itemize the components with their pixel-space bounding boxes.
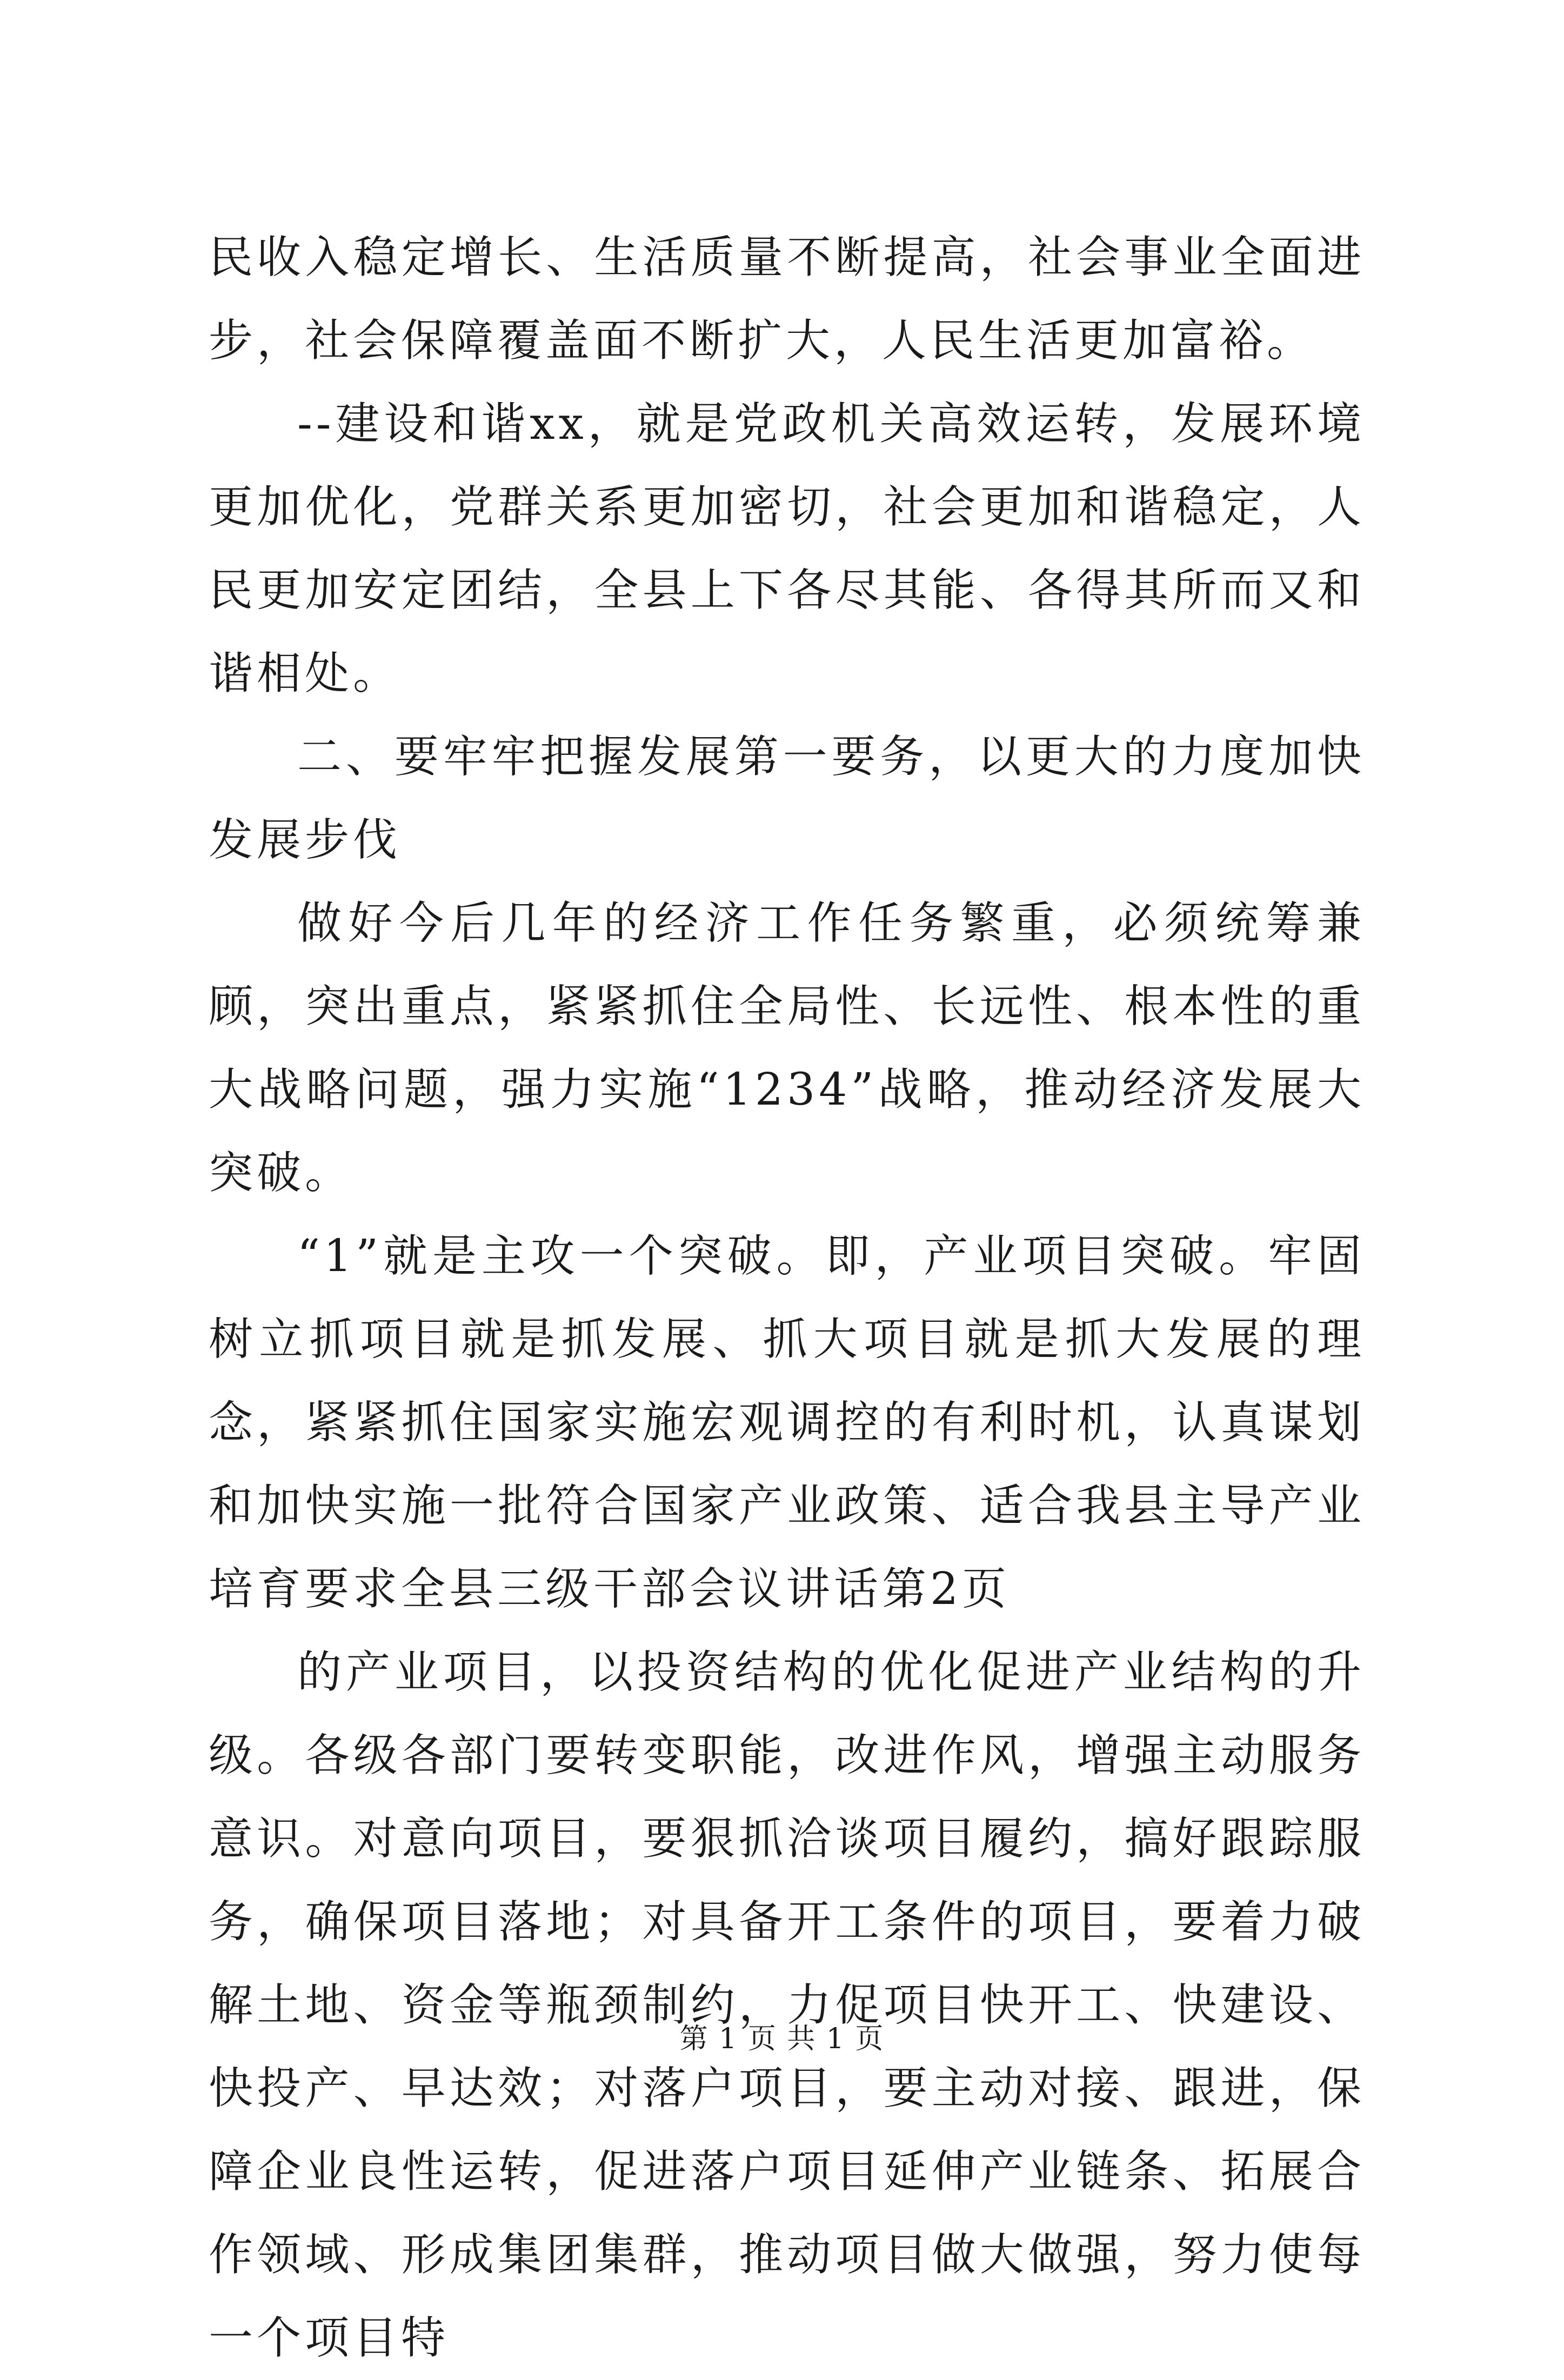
paragraph-2: --建设和谐xx，就是党政机关高效运转，发展环境更加优化，党群关系更加密切，社会更加和谐稳定，人民更加安定团结，全县上下各尽其能、各得其所而又和谐相处。 xyxy=(209,398,1365,699)
paragraph-5: 的产业项目，以投资结构的优化促进产业结构的升级。各级各部门要转变职能，改进作风，增强主动服务意识。对意向项目，要狠抓洽谈项目履约，搞好跟踪服务，确保项目落地；对具备开工条件的项目，要着力破解土地、资金等瓶颈制约，力促项目快开工、快建设、快投产、早达效；对落户项目，要主动对接、跟进，保障企业良性运转，促进落户项目延伸产业链条、拓展合作领域、形成集团集群，推动项目做大做强，努力使每一个项目特 xyxy=(209,1647,1365,2364)
section-heading: 二、要牢牢把握发展第一要务，以更大的力度加快发展步伐 xyxy=(209,731,1365,866)
paragraph-3: 做好今后几年的经济工作任务繁重，必须统筹兼顾，突出重点，紧紧抓住全局性、长远性、根本性的重大战略问题，强力实施“1234”战略，推动经济发展大突破。 xyxy=(209,898,1365,1199)
page-footer: 第 1 页 共 1 页 xyxy=(679,2023,885,2055)
paragraph-1: 民收入稳定增长、生活质量不断提高，社会事业全面进步，社会保障覆盖面不断扩大，人民生活更加富裕。 xyxy=(209,232,1365,366)
paragraph-4: “1”就是主攻一个突破。即，产业项目突破。牢固树立抓项目就是抓发展、抓大项目就是抓大发展的理念，紧紧抓住国家实施宏观调控的有利时机，认真谋划和加快实施一批符合国家产业政策、适合我县主导产业培育要求全县三级干部会议讲话第2页 xyxy=(209,1231,1365,1615)
